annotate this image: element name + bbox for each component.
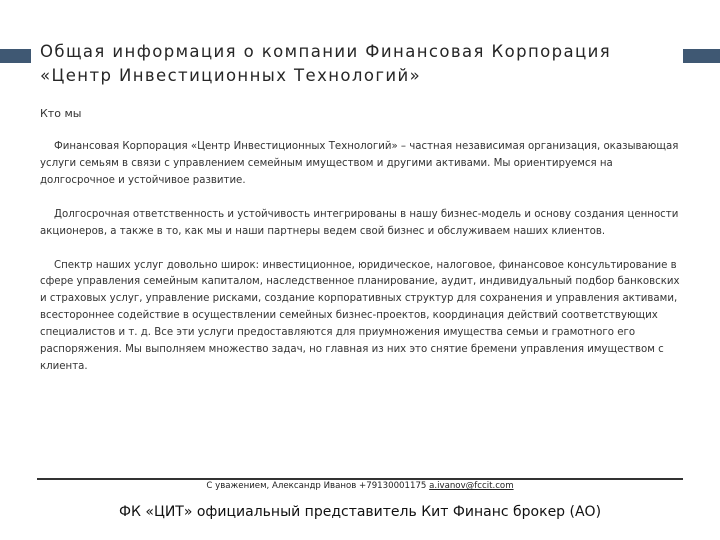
left-accent-bar bbox=[0, 49, 31, 63]
contact-line bbox=[0, 480, 720, 492]
representative-note: ФК «ЦИТ» официальный представитель Кит Финанс брокер (АО) bbox=[118, 504, 602, 520]
paragraph-services: Спектр наших услуг довольно широк: инвестиционное, юридическое, налоговое, финансовое консультирование в сфере управления семейным капиталом, наследственное планирование, аудит, индивидуальный подбор банковских и страховых услуг, управление рисками, создание корпоративных структур для сохранения и управления активами, всестороннее содействие в осуществлении семейных бизнес-проектов, координация действий соответствующих специалистов и т. д. Все эти услуги предоставляются для приумножения имущества семьи и грамотного его распоряжения. Мы выполняем множество задач, но главная из них это снятие бремени управления имуществом с клиента. bbox=[40, 259, 680, 372]
paragraph-responsibility: Долгосрочная ответственность и устойчивость интегрированы в нашу бизнес-модель и основу создания ценности акционеров, а также в то, как мы и наши партнеры ведем свой бизнес и обслуживаем наших клиентов. bbox=[40, 208, 679, 237]
right-accent-bar bbox=[683, 49, 720, 63]
contact-text: С уважением, Александр Иванов +79130001175 bbox=[206, 481, 427, 491]
page-title: Общая информация о компании Финансовая Корпорация «Центр Инвестиционных Технологий» bbox=[40, 42, 612, 85]
section-heading: Кто мы bbox=[40, 107, 82, 120]
paragraph-intro: Финансовая Корпорация «Центр Инвестиционных Технологий» – частная независимая организация, оказывающая услуги семьям в связи с управлением семейным имуществом и другими активами. Мы ориентируемся на долгосрочное и устойчивое развитие. bbox=[40, 141, 679, 186]
body-text bbox=[40, 139, 680, 393]
email-link[interactable]: a.ivanov@fccit.com bbox=[429, 481, 514, 491]
